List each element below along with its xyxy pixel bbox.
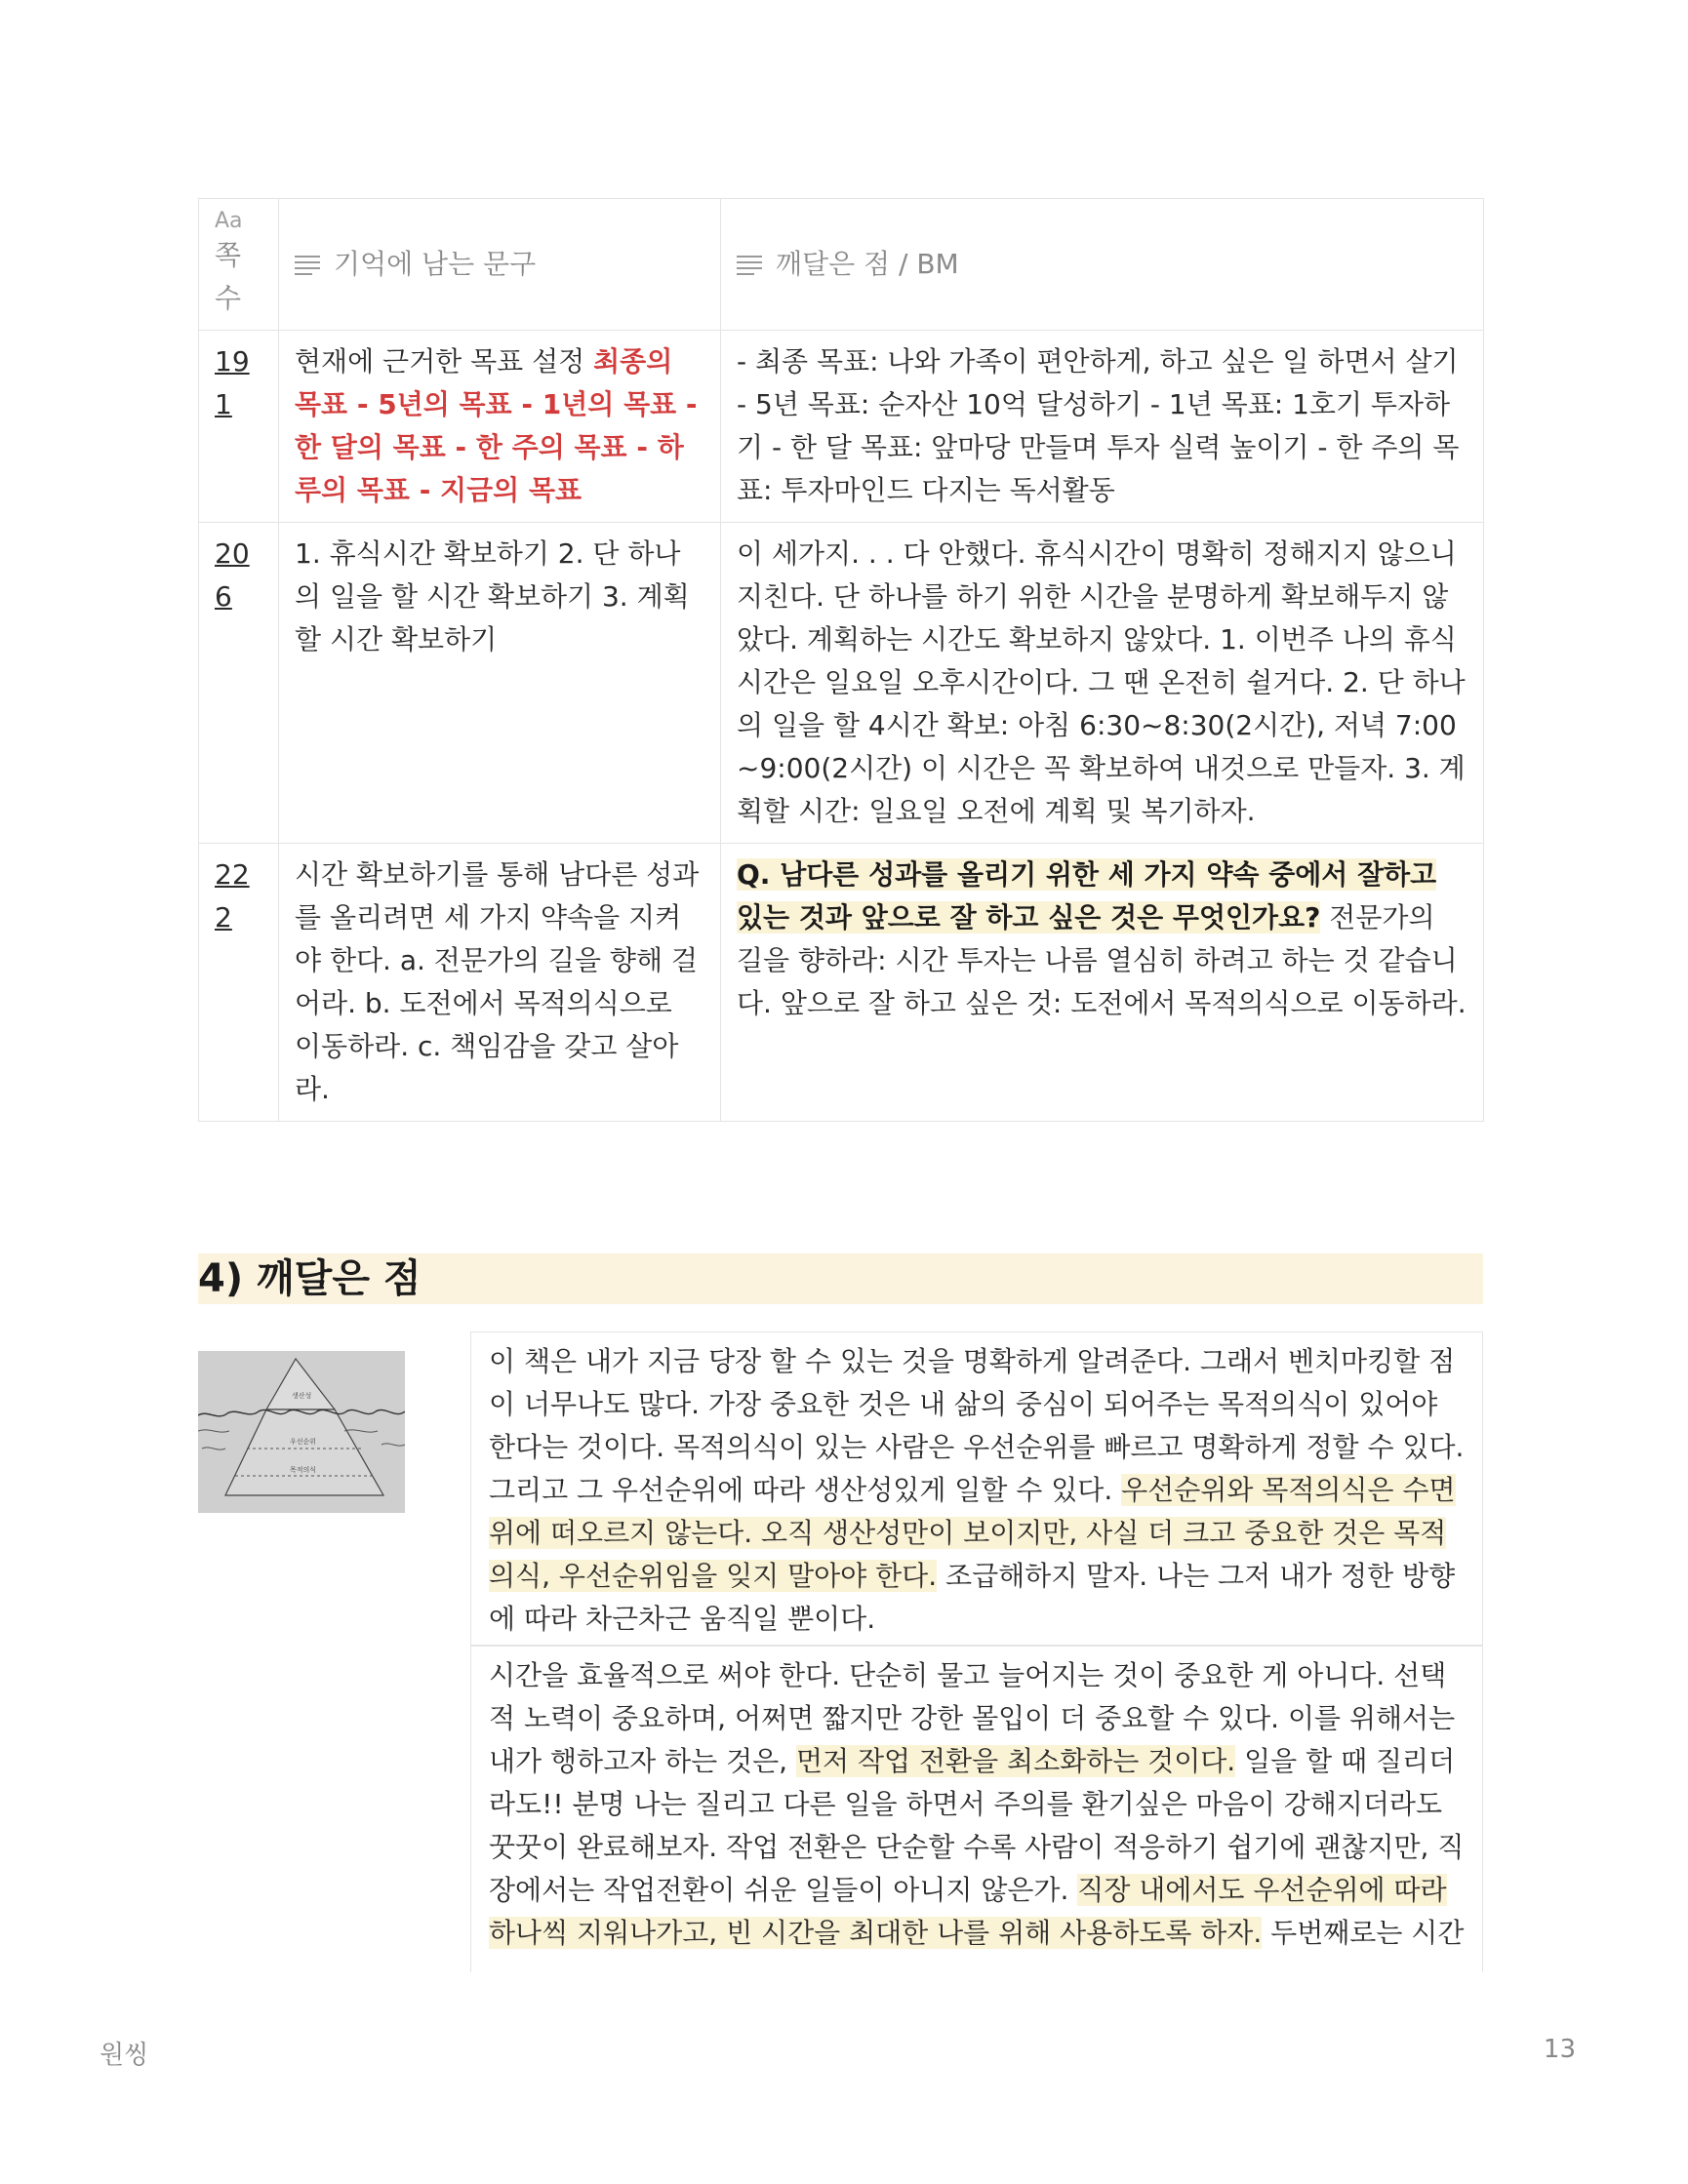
header-insight[interactable] bbox=[721, 199, 1484, 331]
table-row bbox=[199, 844, 1484, 1122]
insight-text: 이 세가지. . . 다 안했다. 휴식시간이 명확히 정해지지 않으니 지친다. 단 하나를 하기 위한 시간을 분명하게 확보해두지 않았다. 계획하는 시간도 확보하지 않았다. 1. 이번주 나의 휴식시간은 일요일 오후시간이다. 그 땐 온전히 쉴거다. 2. 단 하나의 일을 할 4시간 확보: 아침 6:30~8:30(2시간), 저녁 7:00~9:00(2시간) 이 시간은 꼭 확보하여 내것으로 만들자. 3. 계획할 시간: 일요일 오전에 계획 및 복기하자. bbox=[737, 537, 1466, 827]
text-lines-icon bbox=[295, 254, 320, 275]
cell-page[interactable] bbox=[199, 844, 279, 1122]
header-quote[interactable] bbox=[279, 199, 721, 331]
text-lines-icon bbox=[737, 254, 762, 275]
footer-page-number: 13 bbox=[1543, 2035, 1576, 2064]
iceberg-label-productivity: 생산성 bbox=[292, 1392, 312, 1400]
page-link[interactable]: 191 bbox=[215, 345, 250, 420]
cell-insight[interactable] bbox=[721, 844, 1484, 1122]
header-quote-label: 기억에 남는 문구 bbox=[334, 248, 537, 280]
reading-notes-table bbox=[198, 198, 1484, 1122]
reflection-text: 일을 할 때 질리더라도!! 분명 나는 질리고 다른 일을 하면서 주의를 환기싶은 마음이 강해지더라도 꿋꿋이 완료해보자. 작업 전환은 단순할 수록 사람이 적응하기 쉽기에 괜찮지만, 직장에서는 작업전환이 쉬운 일들이 아니지 않은가. bbox=[489, 1745, 1465, 1906]
footer-author: 원씽 bbox=[100, 2041, 149, 2070]
quote-text: 현재에 근거한 목표 설정 bbox=[295, 345, 594, 377]
cell-page[interactable] bbox=[199, 523, 279, 844]
header-page[interactable] bbox=[199, 199, 279, 331]
cell-page[interactable] bbox=[199, 331, 279, 523]
table-row bbox=[199, 331, 1484, 523]
quote-text: 1. 휴식시간 확보하기 2. 단 하나의 일을 할 시간 확보하기 3. 계획할 시간 확보하기 bbox=[295, 537, 690, 655]
header-insight-label: 깨달은 점 / BM bbox=[776, 248, 959, 280]
reflection-block[interactable] bbox=[470, 1331, 1483, 1646]
iceberg-label-purpose: 목적의식 bbox=[290, 1466, 317, 1474]
section-heading: 4) 깨달은 점 bbox=[198, 1253, 1483, 1304]
reflection-block[interactable] bbox=[470, 1646, 1483, 1972]
reflection-highlight: 직장 내에서도 우선순위에 따라 하나씩 지워나가고, 빈 시간을 최대한 나를 위해 사용하도록 하자. bbox=[489, 1874, 1447, 1949]
cell-insight[interactable] bbox=[721, 331, 1484, 523]
reflection-text: 조급해하지 말자. 나는 그저 내가 정한 방향에 따라 차근차근 움직일 뿐이다. bbox=[489, 1560, 1456, 1635]
page-link[interactable]: 206 bbox=[215, 537, 250, 613]
insight-text: - 최종 목표: 나와 가족이 편안하게, 하고 싶은 일 하면서 살기 - 5년 목표: 순자산 10억 달성하기 - 1년 목표: 1호기 투자하기 - 한 달 목표: 앞마당 만들며 투자 실력 높이기 - 한 주의 목표: 투자마인드 다지는 독서활동 bbox=[737, 345, 1460, 506]
cell-quote[interactable] bbox=[279, 331, 721, 523]
reflection-highlight: 먼저 작업 전환을 최소화하는 것이다. bbox=[795, 1745, 1236, 1777]
cell-quote[interactable] bbox=[279, 523, 721, 844]
reflection-text: 이 책은 내가 지금 당장 할 수 있는 것을 명확하게 알려준다. 그래서 벤치마킹할 점이 너무나도 많다. 가장 중요한 것은 내 삶의 중심이 되어주는 목적의식이 있어야 한다는 것이다. 목적의식이 있는 사람은 우선순위를 빠르고 명확하게 정할 수 있다. 그리고 그 우선순위에 따라 생산성있게 일할 수 있다. bbox=[489, 1345, 1465, 1506]
reflection-text: 시간을 효율적으로 써야 한다. 단순히 물고 늘어지는 것이 중요한 게 아니다. 선택적 노력이 중요하며, 어쩌면 짧지만 강한 몰입이 더 중요할 수 있다. 이를 위해서는 내가 행하고자 하는 것은, bbox=[489, 1659, 1456, 1777]
header-page-label: 쪽수 bbox=[215, 239, 242, 314]
reflection-text: 두번째로는 시간 bbox=[1262, 1917, 1465, 1949]
quote-text: 시간 확보하기를 통해 남다른 성과를 올리려면 세 가지 약속을 지켜야 한다. a. 전문가의 길을 향해 걸어라. b. 도전에서 목적의식으로 이동하라. c. 책임감을 갖고 살아라. bbox=[295, 858, 700, 1105]
iceberg-image bbox=[198, 1351, 405, 1513]
insight-highlight-question: Q. 남다른 성과를 올리기 위한 세 가지 약속 중에서 잘하고 있는 것과 앞으로 잘 하고 싶은 것은 무엇인가요? bbox=[737, 858, 1437, 933]
page-link[interactable]: 222 bbox=[215, 858, 250, 933]
cell-quote[interactable] bbox=[279, 844, 721, 1122]
quote-red-text: 최종의 목표 - 5년의 목표 - 1년의 목표 - 한 달의 목표 - 한 주의 목표 - 하루의 목표 - 지금의 목표 bbox=[295, 345, 698, 506]
reflection-highlight: 우선순위와 목적의식은 수면위에 떠오르지 않는다. 오직 생산성만이 보이지만, 사실 더 크고 중요한 것은 목적의식, 우선순위임을 잊지 말아야 한다. bbox=[489, 1474, 1456, 1592]
title-type-icon: Aa bbox=[215, 209, 243, 233]
cell-insight[interactable] bbox=[721, 523, 1484, 844]
insight-text: 전문가의 길을 향하라: 시간 투자는 나름 열심히 하려고 하는 것 같습니다. 앞으로 잘 하고 싶은 것: 도전에서 목적의식으로 이동하라. bbox=[737, 901, 1467, 1019]
iceberg-label-priority: 우선순위 bbox=[290, 1438, 317, 1446]
table-row bbox=[199, 523, 1484, 844]
table-header-row bbox=[199, 199, 1484, 331]
